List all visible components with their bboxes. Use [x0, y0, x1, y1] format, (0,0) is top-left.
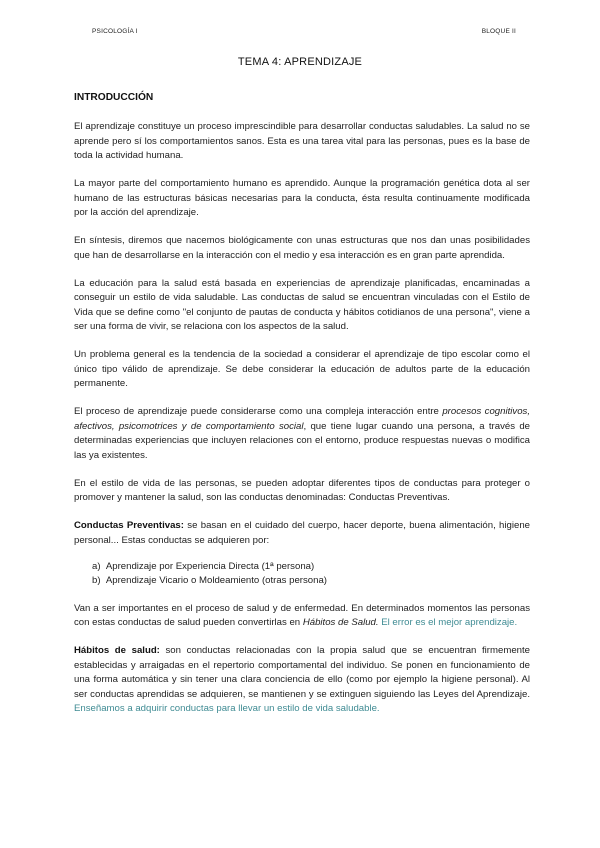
section-heading: INTRODUCCIÓN [74, 92, 154, 103]
page-title: TEMA 4: APRENDIZAJE [237, 56, 363, 68]
paragraph-7: En el estilo de vida de las personas, se pueden adoptar diferentes tipos de conductas para proteger o promover y mantener la salud, son las conductas denominadas: Conductas Preventivas. [74, 477, 530, 503]
paragraph-9-italic: Hábitos de Salud. [302, 617, 379, 628]
paragraph-3: En síntesis, diremos que nacemos biológicamente con unas estructuras que nos dan unas posibilidades que han de desarrollarse en la interacción con el medio y esa interacción es en gran parte aprendida. [74, 235, 530, 261]
paragraph-1: El aprendizaje constituye un proceso imprescindible para desarrollar conductas saludables. La salud no se aprende pero sí los comportamientos sanos. Esta es una tarea vital para las personas, pues es la base de toda la actividad humana. [74, 121, 530, 161]
paragraph-2: La mayor parte del comportamiento humano es aprendido. Aunque la programación genética dota al ser humano de las estructuras básicas necesarias para la conducta, ésta resulta continuamente modificada por la acción del aprendizaje. [74, 178, 530, 218]
paragraph-6-italic: procesos cognitivos, afectivos, psicomotrices y de comportamiento social [74, 406, 531, 432]
paragraph-9-highlight: El error es el mejor aprendizaje. [378, 617, 518, 628]
paragraph-5: Un problema general es la tendencia de la sociedad a considerar el aprendizaje de tipo escolar como el único tipo válido de aprendizaje. Se debe considerar la educación de adultos parte de la educación permanente. [74, 349, 530, 389]
paragraph-6-text-b: , que tiene lugar cuando una persona, a través de determinadas experiencias que incluyen relaciones con el entorno, produce respuestas nuevas o modifica las ya existentes. [74, 420, 530, 461]
list-item: b) Aprendizaje Vicario o Moldeamiento (otras persona) [92, 575, 327, 586]
paragraph-4: La educación para la salud está basada en experiencias de aprendizaje planificadas, encaminadas a conseguir un estilo de vida saludable. Las conductas de salud se encuentran vinculadas con el Estilo de Vida que se define como "el conjunto de pautas de conducta y hábitos cotidianos de una persona", viene a ser una forma de vivir, se relaciona con los aspectos de la salud. [74, 277, 530, 332]
preventive-term: Conductas Preventivas: [74, 520, 184, 531]
header-subject: PSICOLOGÍA I [92, 28, 138, 35]
document-body [74, 92, 530, 730]
header-block: BLOQUE II [481, 28, 516, 35]
paragraph-preventive [74, 519, 530, 548]
paragraph-9 [74, 602, 530, 631]
list-item: a) Aprendizaje por Experiencia Directa (1ª persona) [92, 560, 315, 572]
habits-highlight: Enseñamos a adquirir conductas para llevar un estilo de vida saludable. [74, 703, 380, 714]
habits-term: Hábitos de salud: [74, 645, 160, 656]
learning-types-list [74, 560, 530, 589]
habits-definition: son conductas relacionadas con la propia salud que se encuentran firmemente establecidas y arraigadas en el repertorio comportamental del individuo. Se ponen en funcionamiento de una forma automática y sin tener una clara conciencia de ello (como por ejemplo la higiene personal). Al ser conductas aprendidas se adquieren, se mantienen y se extinguen siguiendo las Leyes del Aprendizaje. [74, 645, 530, 700]
preventive-definition: se basan en el cuidado del cuerpo, hacer deporte, buena alimentación, higiene personal... Estas conductas se adquieren por: [74, 520, 530, 546]
paragraph-9-text: Van a ser importantes en el proceso de salud y de enfermedad. En determinados momentos las personas con estas conductas de salud pueden convertirlas en [74, 602, 530, 628]
paragraph-6 [74, 405, 530, 463]
paragraph-6-text-a: El proceso de aprendizaje puede considerarse como una compleja interacción entre [74, 406, 443, 417]
paragraph-habits [74, 644, 530, 717]
